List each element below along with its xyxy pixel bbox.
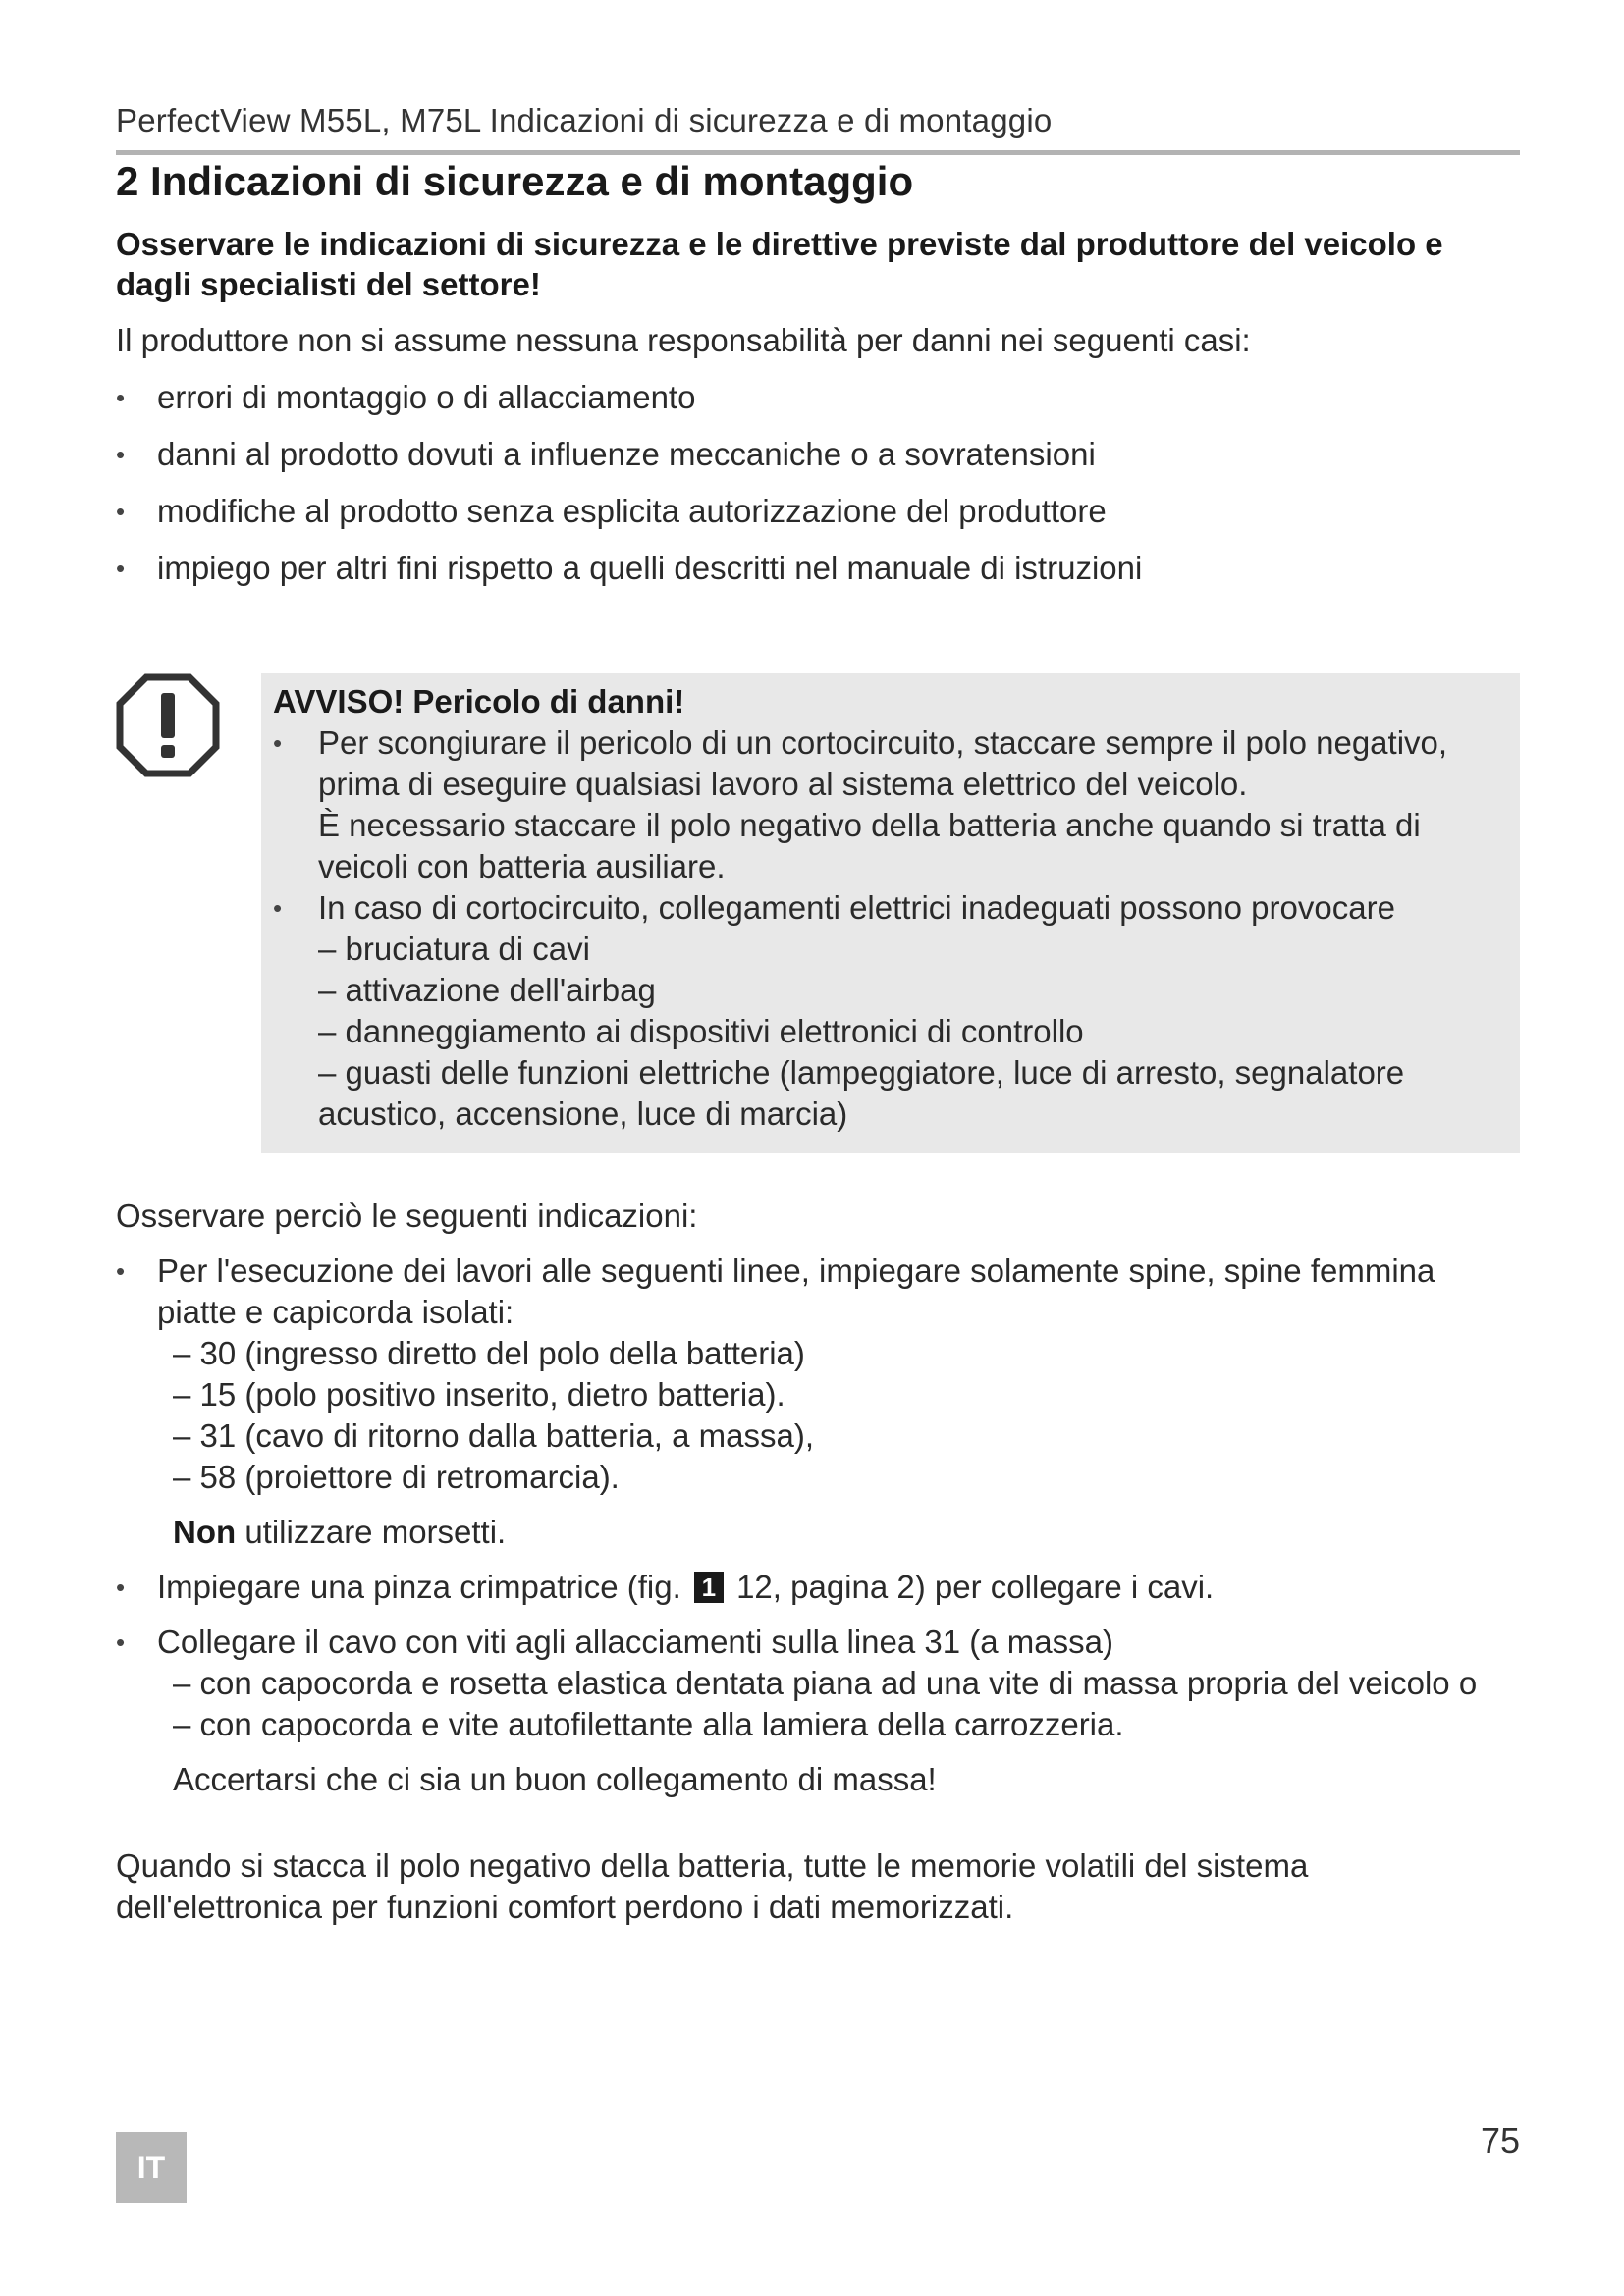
warning-text: • In caso di cortocircuito, collegamenti elettrici inadeguati possono provocare <box>318 889 1395 926</box>
liability-cases <box>116 377 1520 605</box>
list-item <box>116 1251 1520 1553</box>
list-item <box>273 887 1502 1135</box>
note-emphasis: Non <box>173 1514 237 1550</box>
header-rule <box>116 150 1520 155</box>
list-item: • modifiche al prodotto senza esplicita autorizzazione del produttore <box>116 491 1520 532</box>
dash-item: – con capocorda e vite autofilettante alla lamiera della carrozzeria. <box>173 1706 1124 1742</box>
closing-paragraph: Quando si stacca il polo negativo della batteria, tutte le memorie volatili del sistema dell'elettronica per funzioni comfort perdono i dati memorizzati. <box>116 1847 1309 1925</box>
warning-text: • Per scongiurare il pericolo di un cortocircuito, staccare sempre il polo negativo, prima di eseguire qualsiasi lavoro al sistema elettrico del veicolo. <box>318 724 1448 802</box>
dash-item: – 31 (cavo di ritorno dalla batteria, a massa), <box>173 1417 814 1454</box>
safety-lead: Osservare le indicazioni di sicurezza e le direttive previste dal produttore del veicolo e dagli specialisti del settore! <box>116 226 1443 302</box>
list-item: • errori di montaggio o di allacciamento <box>116 377 1520 418</box>
warning-box <box>261 673 1520 1153</box>
observe-list <box>116 1251 1520 1814</box>
warning-octagon-icon <box>116 673 220 777</box>
observe-text: Impiegare una pinza crimpatrice (fig. <box>157 1569 690 1605</box>
dash-item: – guasti delle funzioni elettriche (lampeggiatore, luce di arresto, segnalatore acustico, accensione, luce di marcia) <box>318 1054 1405 1132</box>
figure-number-badge: 1 <box>694 1572 724 1603</box>
observe-text: Collegare il cavo con viti agli allacciamenti sulla linea 31 (a massa) <box>157 1624 1113 1660</box>
list-item <box>116 1622 1520 1800</box>
observe-text: 12, pagina 2) per collegare i cavi. <box>727 1569 1215 1605</box>
dash-item: – 15 (polo positivo inserito, dietro batteria). <box>173 1376 785 1413</box>
clamp-note <box>157 1512 1520 1553</box>
list-item <box>273 722 1502 887</box>
list-item <box>116 1567 1520 1608</box>
running-header: PerfectView M55L, M75L Indicazioni di sicurezza e di montaggio <box>116 102 1053 138</box>
dash-item: – 58 (proiettore di retromarcia). <box>173 1459 620 1495</box>
observe-intro: Osservare perciò le seguenti indicazioni: <box>116 1198 698 1234</box>
dash-item: – con capocorda e rosetta elastica dentata piana ad una vite di massa propria del veicolo o <box>173 1665 1478 1701</box>
dash-item: – attivazione dell'airbag <box>318 972 656 1008</box>
note-text: utilizzare morsetti. <box>236 1514 507 1550</box>
dash-item: – 30 (ingresso diretto del polo della batteria) <box>173 1335 805 1371</box>
warning-text: È necessario staccare il polo negativo della batteria anche quando si tratta di veicoli con batteria ausiliare. <box>318 807 1421 884</box>
list-item: • danni al prodotto dovuti a influenze meccaniche o a sovratensioni <box>116 434 1520 475</box>
warning-list <box>273 722 1502 1135</box>
chapter-title: 2 Indicazioni di sicurezza e di montaggio <box>116 158 914 204</box>
ground-note: Accertarsi che ci sia un buon collegamento di massa! <box>173 1761 937 1797</box>
observe-text: Per l'esecuzione dei lavori alle seguenti linee, impiegare solamente spine, spine femmina piatte e capicorda isolati: <box>157 1253 1435 1330</box>
list-item: • impiego per altri fini rispetto a quelli descritti nel manuale di istruzioni <box>116 548 1520 589</box>
dash-item: – bruciatura di cavi <box>318 931 590 967</box>
warning-title: AVVISO! Pericolo di danni! <box>273 683 685 720</box>
dash-item: – danneggiamento ai dispositivi elettronici di controllo <box>318 1013 1084 1049</box>
page-number: 75 <box>1480 2120 1520 2161</box>
liability-intro: Il produttore non si assume nessuna responsabilità per danni nei seguenti casi: <box>116 322 1251 358</box>
language-tab: IT <box>116 2132 187 2203</box>
